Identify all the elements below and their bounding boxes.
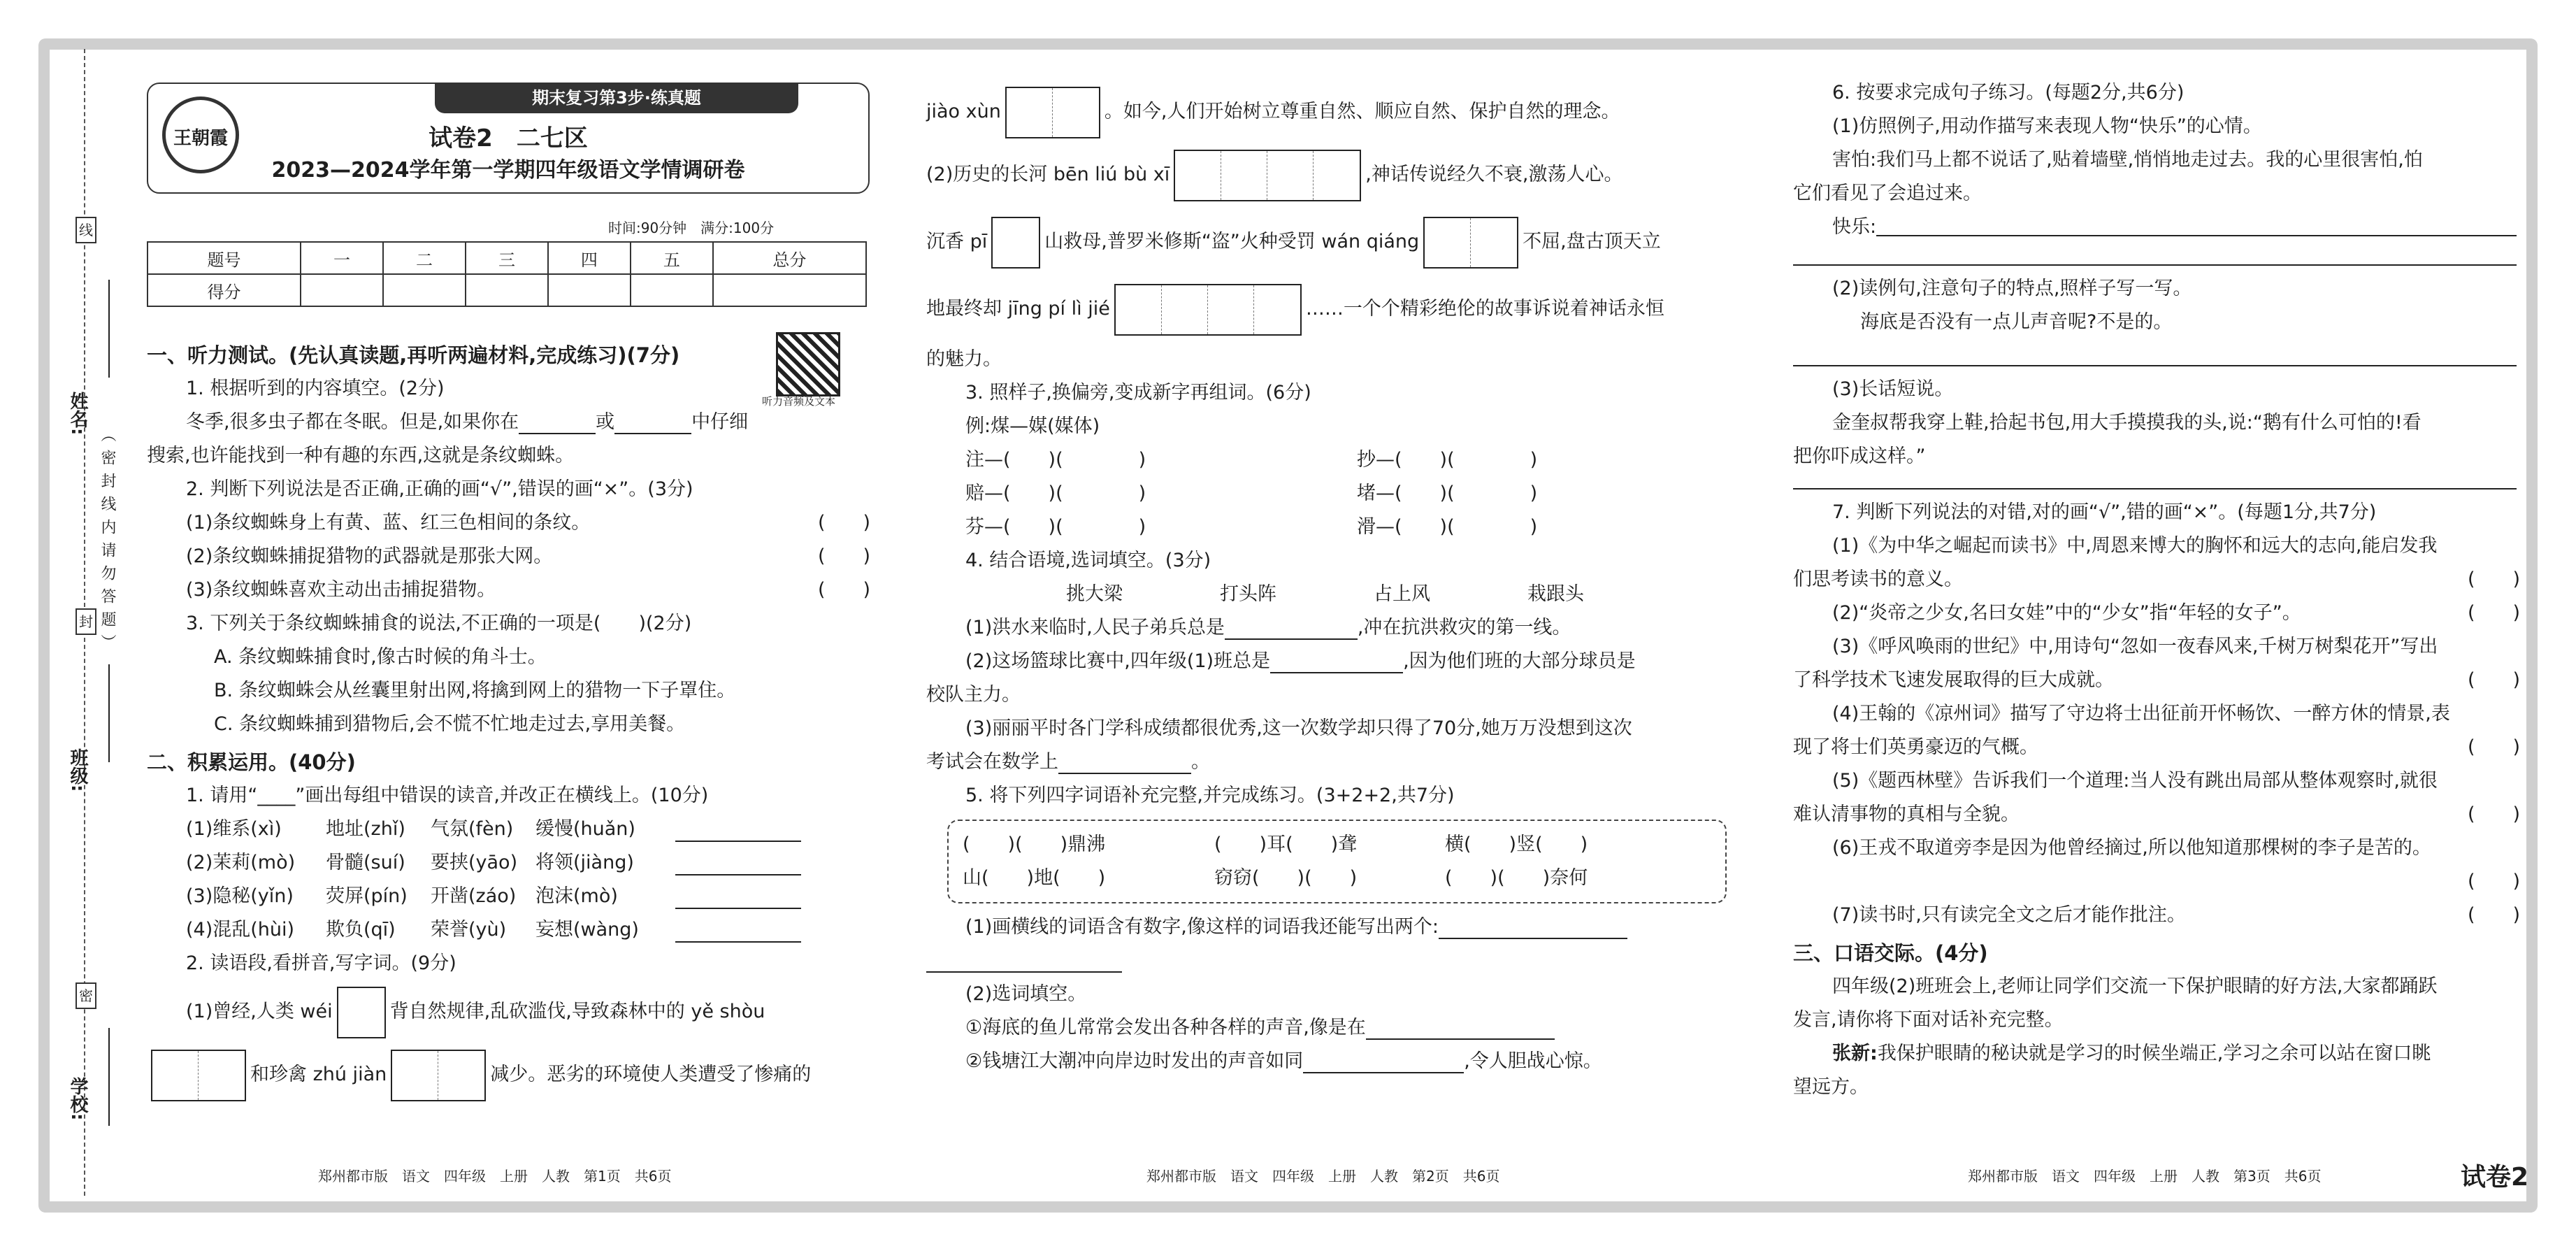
answer-blank[interactable]	[614, 412, 691, 434]
score-input[interactable]	[383, 274, 466, 306]
text-fragment: 把你吓成这样。”	[1793, 445, 1926, 467]
text-fragment: 的魅力。	[926, 348, 1002, 370]
pinyin-item: 地址(zhǐ)	[326, 818, 405, 840]
pinyin-item: 妄想(wàng)	[535, 919, 639, 941]
example-text: 例:煤—媒(媒体)	[965, 415, 1100, 437]
binding-margin	[52, 49, 136, 1196]
school-field[interactable]	[108, 1028, 110, 1126]
seal-note: （ 密 封 线 内 请 勿 答 题 ）	[99, 427, 116, 651]
pinyin-item: 荣誉(yù)	[431, 919, 507, 941]
text-fragment: 望远方。	[1793, 1076, 1869, 1098]
answer-paren[interactable]: ( )	[2468, 803, 2521, 825]
name-field[interactable]	[108, 280, 110, 378]
seal-tag-line: 线	[75, 217, 96, 243]
section-accumulation: 二、积累运用。(40分)	[147, 750, 356, 774]
score-cell: 题号	[147, 242, 301, 274]
answer-paren[interactable]: ( )	[2468, 736, 2521, 758]
class-label: 班级:	[67, 748, 88, 792]
choice-option[interactable]: B. 条纹蜘蛛会从丝囊里射出网,将擒到网上的猎物一下子罩住。	[214, 680, 736, 701]
text-fragment: 害怕:我们马上都不说话了,贴着墙壁,悄悄地走过去。我的心里很害怕,怕	[1832, 149, 2423, 171]
judge-item: (4)王翰的《凉州词》描写了守边将士出征前开怀畅饮、一醉方休的情景,表	[1832, 703, 2450, 724]
char-grid[interactable]	[151, 1050, 246, 1101]
answer-blank[interactable]	[1270, 651, 1403, 673]
judge-item: (1)《为中华之崛起而读书》中,周恩来博大的胸怀和远大的志向,能启发我	[1832, 535, 2438, 557]
text-fragment: 四年级(2)班班会上,老师让同学们交流一下保护眼睛的好方法,大家都踊跃	[1832, 975, 2438, 997]
text-fragment: 发言,请你将下面对话补充完整。	[1793, 1009, 2064, 1031]
pinyin-item: (4)混乱(hùi)	[186, 919, 295, 941]
pinyin-item: 开凿(záo)	[431, 885, 517, 907]
answer-line[interactable]	[1876, 214, 2517, 236]
answer-paren[interactable]: ( )	[2468, 602, 2521, 624]
text-fragment: ,冲在抗洪救灾的第一线。	[1357, 617, 1571, 638]
example-text: 海底是否没有一点儿声音呢?不是的。	[1860, 311, 2173, 333]
pinyin-item: 气氛(fèn)	[431, 818, 514, 840]
char-grid[interactable]	[1005, 87, 1100, 138]
pinyin-item: 缓慢(huǎn)	[535, 818, 635, 840]
judge-item: 现了将士们英勇豪迈的气概。	[1793, 736, 2038, 758]
judge-item: (7)读书时,只有读完全文之后才能作批注。	[1832, 904, 2186, 926]
char-grid[interactable]	[1174, 150, 1361, 201]
answer-blank[interactable]	[926, 950, 1122, 973]
text-fragment: (1)曾经,人类 wéi	[186, 1001, 333, 1022]
judge-item: (3)条纹蜘蛛喜欢主动出击捕捉猎物。	[186, 579, 496, 601]
score-table	[147, 241, 867, 307]
pinyin-item: 欺负(qī)	[326, 919, 396, 941]
pinyin-item: 泡沫(mò)	[535, 885, 618, 907]
qr-caption: 听力音频及文本	[762, 395, 836, 408]
judge-item: (1)条纹蜘蛛身上有黄、蓝、红三色相间的条纹。	[186, 512, 591, 534]
score-input[interactable]	[713, 274, 866, 306]
answer-line[interactable]	[1793, 474, 2517, 489]
exam-header	[147, 83, 870, 194]
judge-item: 难认清事物的真相与全貌。	[1793, 803, 2020, 825]
pinyin-item: (1)维系(xì)	[186, 818, 282, 840]
pinyin-item: 将领(jiàng)	[535, 852, 634, 873]
answer-paren[interactable]: ( )	[818, 579, 871, 601]
exam-subtitle: 2023—2024学年第一学期四年级语文学情调研卷	[271, 158, 745, 183]
text-fragment: 。如今,人们开始树立尊重自然、顺应自然、保护自然的理念。	[1104, 101, 1620, 122]
radical-item[interactable]: 赔—( )( )	[965, 482, 1146, 504]
judge-item: (2)“炎帝之少女,名曰女娃”中的“少女”指“年轻的女子”。	[1832, 602, 2301, 624]
question-2-1: 1. 请用“____”画出每组中错误的读音,并改正在横线上。(10分)	[186, 785, 709, 806]
publisher-logo: 王朝霞	[162, 96, 239, 173]
question-2-6: 6. 按要求完成句子练习。(每题2分,共6分)	[1832, 82, 2185, 103]
text-fragment: ①海底的鱼儿常常会发出各种各样的声音,像是在	[965, 1017, 1366, 1038]
answer-paren[interactable]: ( )	[2468, 871, 2521, 892]
answer-blank[interactable]	[1366, 1017, 1555, 1040]
text-fragment: ②钱塘江大潮冲向岸边时发出的声音如同	[965, 1050, 1304, 1072]
text-fragment: (2)选词填空。	[965, 983, 1087, 1005]
idiom-item[interactable]: 窃窃( )( )	[1214, 867, 1358, 889]
text-fragment: 中仔细	[691, 411, 749, 433]
radical-item[interactable]: 抄—( )( )	[1357, 449, 1538, 471]
radical-item[interactable]: 滑—( )( )	[1357, 516, 1538, 538]
answer-blank[interactable]	[675, 887, 801, 909]
radical-item[interactable]: 堵—( )( )	[1357, 482, 1538, 504]
judge-item: 了科学技术飞速发展取得的巨大成就。	[1793, 669, 2114, 691]
page-footer: 郑州都市版 语文 四年级 上册 人教 第1页 共6页	[318, 1168, 672, 1185]
text-fragment: 不屈,盘古顶天立	[1523, 231, 1661, 252]
question-2-3: 3. 照样子,换偏旁,变成新字再组词。(6分)	[965, 382, 1311, 403]
text-fragment: 减少。恶劣的环境使人类遭受了惨痛的	[490, 1064, 812, 1085]
score-header-row	[147, 242, 866, 274]
column-page-3	[1793, 77, 2521, 1105]
answer-blank[interactable]	[1439, 917, 1627, 939]
idiom-item[interactable]: 山( )地( )	[963, 867, 1106, 889]
text-fragment: 快乐:	[1832, 216, 1877, 238]
answer-paren[interactable]: ( )	[818, 512, 871, 534]
text-fragment: (3)长话短说。	[1832, 378, 1954, 400]
text-fragment: (2)历史的长河 bēn liú bù xī	[926, 164, 1170, 185]
char-grid[interactable]	[1114, 284, 1302, 336]
choice-option[interactable]: C. 条纹蜘蛛捕到猎物后,会不慌不忙地走过去,享用美餐。	[214, 713, 686, 735]
answer-blank[interactable]	[1303, 1051, 1464, 1073]
text-fragment: (1)洪水来临时,人民子弟兵总是	[965, 617, 1225, 638]
text-fragment: 冬季,很多虫子都在冬眠。但是,如果你在	[186, 411, 519, 433]
pinyin-item: (3)隐秘(yǐn)	[186, 885, 294, 907]
question-1-2: 2. 判断下列说法是否正确,正确的画“√”,错误的画“×”。(3分)	[186, 478, 693, 500]
exam-tag: 试卷2	[2461, 1163, 2529, 1192]
idiom-item[interactable]: ( )耳( )聋	[1214, 834, 1358, 855]
idiom-item[interactable]: 横( )竖( )	[1445, 834, 1588, 855]
pinyin-item: (2)茉莉(mò)	[186, 852, 296, 873]
seal-tag-seal: 封	[75, 608, 96, 635]
answer-paren[interactable]: ( )	[2468, 904, 2521, 926]
answer-paren[interactable]: ( )	[2468, 669, 2521, 691]
exam-meta: 时间:90分钟 满分:100分	[608, 220, 775, 236]
section-listening: 一、听力测试。(先认真读题,再听两遍材料,完成练习)(7分)	[147, 343, 680, 367]
text-fragment: 。	[1191, 751, 1210, 773]
text-fragment: 搜索,也许能找到一种有趣的东西,这就是条纹蜘蛛。	[147, 445, 575, 466]
text-fragment: ,令人胆战心惊。	[1464, 1050, 1602, 1072]
idiom-item[interactable]: ( )( )鼎沸	[963, 834, 1106, 855]
answer-line[interactable]	[1793, 245, 2517, 266]
char-grid[interactable]	[337, 987, 386, 1038]
text-fragment: ,神话传说经久不衰,激荡人心。	[1365, 164, 1623, 185]
score-input[interactable]	[548, 274, 631, 306]
word-option: 打头阵	[1220, 583, 1276, 605]
score-cell: 总分	[713, 242, 866, 274]
char-grid[interactable]	[991, 217, 1040, 269]
word-option: 栽跟头	[1527, 583, 1584, 605]
judge-item: (5)《题西林壁》告诉我们一个道理:当人没有跳出局部从整体观察时,就很	[1832, 770, 2438, 792]
choice-option[interactable]: A. 条纹蜘蛛捕食时,像古时候的角斗士。	[214, 646, 547, 668]
word-option: 挑大梁	[1066, 583, 1123, 605]
answer-paren[interactable]: ( )	[818, 545, 871, 567]
column-page-1	[147, 334, 871, 1106]
question-2-2: 2. 读语段,看拼音,写字词。(9分)	[186, 952, 456, 974]
speaker-name: 张新:	[1832, 1043, 1878, 1064]
text-fragment: (1)仿照例子,用动作描写来表现人物“快乐”的心情。	[1832, 115, 2262, 137]
column-page-2	[926, 83, 1727, 1078]
question-2-7: 7. 判断下列说法的对错,对的画“√”,错的画“×”。(每题1分,共7分)	[1832, 501, 2377, 523]
judge-item: 们思考读书的意义。	[1793, 569, 1963, 590]
question-1-3: 3. 下列关于条纹蜘蛛捕食的说法,不正确的一项是( )(2分)	[186, 613, 692, 634]
text-fragment: (1)画横线的词语含有数字,像这样的词语我还能写出两个:	[965, 916, 1439, 938]
text-fragment: 考试会在数学上	[926, 751, 1058, 773]
score-input[interactable]	[301, 274, 383, 306]
text-fragment: (2)这场篮球比赛中,四年级(1)班总是	[965, 650, 1271, 672]
question-2-5: 5. 将下列四字词语补充完整,并完成练习。(3+2+2,共7分)	[965, 785, 1455, 806]
text-fragment: jiào xùn	[926, 101, 1001, 122]
judge-item: (6)王戎不取道旁李是因为他曾经摘过,所以他知道那棵树的李子是苦的。	[1832, 837, 2431, 859]
answer-paren[interactable]: ( )	[2468, 569, 2521, 590]
section-oral: 三、口语交际。(4分)	[1793, 941, 1988, 965]
answer-blank[interactable]	[675, 853, 801, 875]
score-input[interactable]	[466, 274, 548, 306]
score-cell: 四	[548, 242, 631, 274]
answer-blank[interactable]	[1058, 752, 1191, 774]
answer-blank[interactable]	[675, 820, 801, 842]
answer-blank[interactable]	[675, 920, 801, 943]
text-fragment: 或	[596, 411, 615, 433]
text-fragment: 山救母,普罗米修斯“盗”火种受罚 wán qiáng	[1044, 231, 1420, 252]
judge-item: (2)条纹蜘蛛捕捉猎物的武器就是那张大网。	[186, 545, 553, 567]
text-fragment: 我保护眼睛的秘诀就是学习的时候坐端正,学习之余可以站在窗口眺	[1877, 1043, 2431, 1064]
question-1-1: 1. 根据听到的内容填空。(2分)	[186, 378, 445, 399]
answer-blank[interactable]	[1225, 617, 1358, 640]
idiom-box	[947, 820, 1727, 903]
score-cell: 一	[301, 242, 383, 274]
score-input[interactable]	[631, 274, 713, 306]
judge-item: (3)《呼风唤雨的世纪》中,用诗句“忽如一夜春风来,千树万树梨花开”写出	[1832, 636, 2438, 657]
score-value-row	[147, 274, 866, 306]
char-grid[interactable]	[391, 1050, 486, 1101]
page-footer: 郑州都市版 语文 四年级 上册 人教 第2页 共6页	[1146, 1168, 1500, 1185]
class-field[interactable]	[108, 664, 110, 762]
text-fragment: (2)读例句,注意句子的特点,照样子写一写。	[1832, 278, 2192, 299]
text-fragment: (3)丽丽平时各门学科成绩都很优秀,这一次数学却只得了70分,她万万没想到这次	[965, 717, 1632, 739]
pinyin-item: 要挟(yāo)	[431, 852, 518, 873]
radical-item[interactable]: 芬—( )( )	[965, 516, 1146, 538]
seal-tag-secret: 密	[75, 982, 96, 1009]
score-cell: 得分	[147, 274, 301, 306]
score-cell: 三	[466, 242, 548, 274]
idiom-item[interactable]: ( )( )奈何	[1445, 867, 1588, 889]
review-banner: 期末复习第3步·练真题	[435, 83, 798, 113]
text-fragment: 校队主力。	[926, 684, 1021, 706]
score-cell: 五	[631, 242, 713, 274]
text-fragment: ,因为他们班的大部分球员是	[1403, 650, 1636, 672]
char-grid[interactable]	[1423, 217, 1518, 269]
page-footer: 郑州都市版 语文 四年级 上册 人教 第3页 共6页	[1968, 1168, 2322, 1185]
name-label: 姓名:	[67, 392, 88, 436]
text-fragment: 金奎叔帮我穿上鞋,拾起书包,用大手摸摸我的头,说:“鹅有什么可怕的!看	[1832, 412, 2422, 434]
exam-title: 试卷2 二七区	[429, 124, 588, 152]
pinyin-item: 骨髓(suí)	[326, 852, 405, 873]
text-fragment: 背自然规律,乱砍滥伐,导致森林中的 yě shòu	[389, 1001, 765, 1022]
pinyin-item: 荧屏(pín)	[326, 885, 408, 907]
word-option: 占上风	[1374, 583, 1430, 605]
question-2-4: 4. 结合语境,选词填空。(3分)	[965, 550, 1211, 571]
text-fragment: 地最终却 jīng pí lì jié	[926, 298, 1110, 320]
radical-item[interactable]: 注—( )( )	[965, 449, 1146, 471]
text-fragment: 和珍禽 zhú jiàn	[250, 1064, 387, 1085]
text-fragment: 沉香 pī	[926, 231, 988, 252]
text-fragment: ……一个个精彩绝伦的故事诉说着神话永恒	[1305, 298, 1664, 320]
score-cell: 二	[383, 242, 466, 274]
text-fragment: 它们看见了会追过来。	[1793, 183, 1982, 204]
school-label: 学校:	[67, 1077, 88, 1121]
answer-line[interactable]	[1793, 340, 2517, 366]
answer-blank[interactable]	[519, 412, 596, 434]
